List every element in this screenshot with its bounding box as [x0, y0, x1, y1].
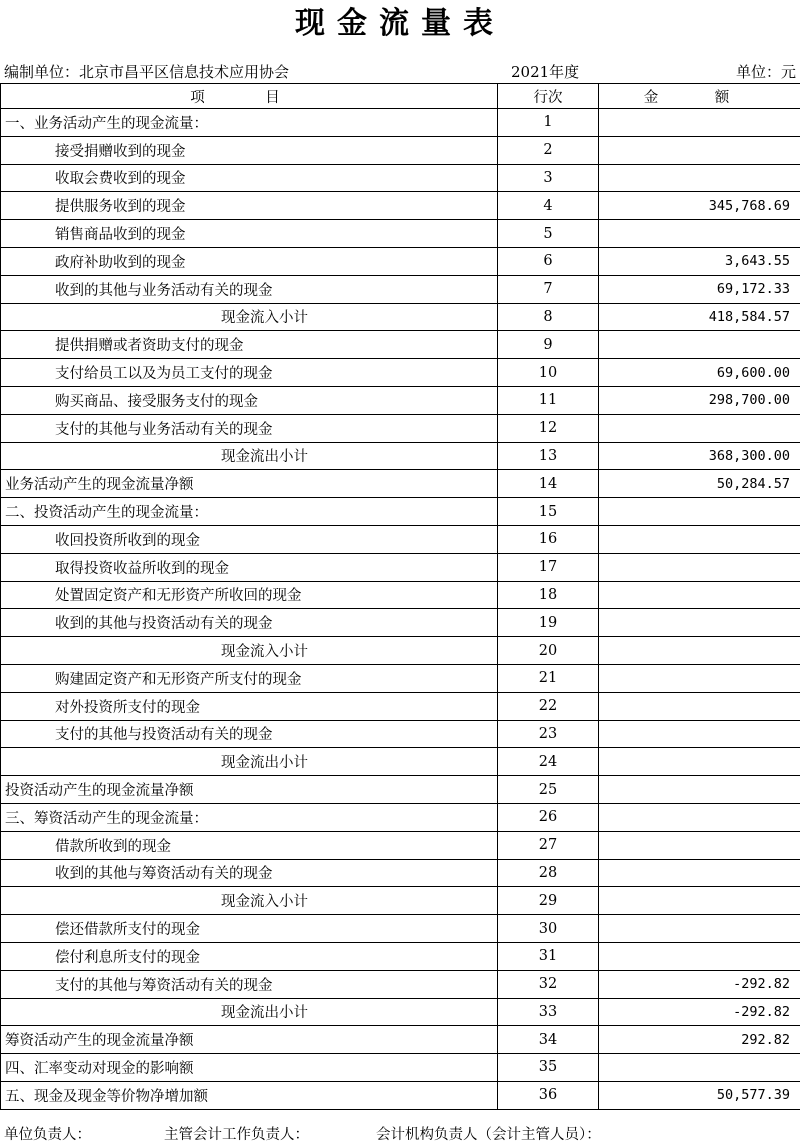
row-amount: 69,172.33 [599, 275, 800, 303]
table-row [1, 942, 800, 970]
row-item: 现金流入小计 [1, 637, 498, 665]
row-line-no: 20 [498, 637, 599, 665]
row-item: 投资活动产生的现金流量净额 [1, 776, 498, 804]
table-row [1, 331, 800, 359]
row-line-no: 7 [498, 275, 599, 303]
table-row [1, 859, 800, 887]
row-amount [599, 136, 800, 164]
row-item: 偿还借款所支付的现金 [1, 915, 498, 943]
row-item: 偿付利息所支付的现金 [1, 942, 498, 970]
footer-agency-head: 会计机构负责人（会计主管人员）： [376, 1127, 601, 1143]
row-item: 政府补助收到的现金 [1, 247, 498, 275]
row-amount: -292.82 [599, 998, 800, 1026]
row-amount [599, 498, 800, 526]
row-amount [599, 414, 800, 442]
table-row [1, 831, 800, 859]
table-row [1, 1054, 800, 1082]
row-item: 接受捐赠收到的现金 [1, 136, 498, 164]
row-item: 借款所收到的现金 [1, 831, 498, 859]
row-line-no: 1 [498, 109, 599, 137]
row-item: 收到的其他与投资活动有关的现金 [1, 609, 498, 637]
row-item: 现金流出小计 [1, 748, 498, 776]
row-item: 支付的其他与投资活动有关的现金 [1, 720, 498, 748]
row-item: 销售商品收到的现金 [1, 220, 498, 248]
row-item: 现金流入小计 [1, 887, 498, 915]
row-amount [599, 887, 800, 915]
row-amount [599, 831, 800, 859]
row-item: 购建固定资产和无形资产所支付的现金 [1, 664, 498, 692]
row-item: 取得投资收益所收到的现金 [1, 553, 498, 581]
table-row [1, 303, 800, 331]
row-line-no: 17 [498, 553, 599, 581]
row-amount [599, 525, 800, 553]
row-item: 现金流入小计 [1, 303, 498, 331]
row-line-no: 4 [498, 192, 599, 220]
row-line-no: 13 [498, 442, 599, 470]
table-row [1, 470, 800, 498]
row-item: 筹资活动产生的现金流量净额 [1, 1026, 498, 1054]
row-item: 现金流出小计 [1, 998, 498, 1026]
row-amount: 3,643.55 [599, 247, 800, 275]
row-amount [599, 859, 800, 887]
row-amount [599, 109, 800, 137]
row-amount: 418,584.57 [599, 303, 800, 331]
row-line-no: 30 [498, 915, 599, 943]
footer-unit-head: 单位负责人： [4, 1127, 91, 1143]
table-row [1, 414, 800, 442]
row-line-no: 9 [498, 331, 599, 359]
row-amount: 368,300.00 [599, 442, 800, 470]
row-line-no: 18 [498, 581, 599, 609]
row-amount [599, 220, 800, 248]
table-row [1, 525, 800, 553]
row-item: 现金流出小计 [1, 442, 498, 470]
table-row [1, 803, 800, 831]
row-line-no: 24 [498, 748, 599, 776]
table-row [1, 442, 800, 470]
row-item: 业务活动产生的现金流量净额 [1, 470, 498, 498]
row-amount [599, 581, 800, 609]
row-amount [599, 692, 800, 720]
table-row [1, 220, 800, 248]
row-amount [599, 553, 800, 581]
row-line-no: 35 [498, 1054, 599, 1082]
row-item: 收回投资所收到的现金 [1, 525, 498, 553]
row-amount: 292.82 [599, 1026, 800, 1054]
row-amount [599, 942, 800, 970]
table-row [1, 776, 800, 804]
row-line-no: 23 [498, 720, 599, 748]
table-row [1, 498, 800, 526]
row-item: 支付的其他与筹资活动有关的现金 [1, 970, 498, 998]
table-row [1, 664, 800, 692]
table-row [1, 247, 800, 275]
header-line-no: 行次 [498, 84, 599, 109]
table-row [1, 1026, 800, 1054]
table-row [1, 748, 800, 776]
row-amount [599, 803, 800, 831]
row-amount [599, 637, 800, 665]
table-row [1, 359, 800, 387]
table-header-row [1, 84, 800, 109]
row-amount [599, 664, 800, 692]
table-row [1, 637, 800, 665]
row-line-no: 8 [498, 303, 599, 331]
row-line-no: 15 [498, 498, 599, 526]
table-row [1, 109, 800, 137]
row-amount [599, 748, 800, 776]
row-item: 一、业务活动产生的现金流量： [1, 109, 498, 137]
row-line-no: 21 [498, 664, 599, 692]
row-item: 提供捐赠或者资助支付的现金 [1, 331, 498, 359]
row-line-no: 33 [498, 998, 599, 1026]
row-amount [599, 776, 800, 804]
table-row [1, 970, 800, 998]
row-amount: 50,577.39 [599, 1081, 800, 1109]
row-amount [599, 1054, 800, 1082]
row-line-no: 36 [498, 1081, 599, 1109]
reporting-entity: 编制单位：北京市昌平区信息技术应用协会 [4, 63, 290, 81]
fiscal-year: 2021年度 [511, 63, 580, 81]
row-line-no: 11 [498, 386, 599, 414]
row-amount [599, 915, 800, 943]
row-item: 四、汇率变动对现金的影响额 [1, 1054, 498, 1082]
header-amount: 金 额 [599, 84, 800, 109]
row-item: 二、投资活动产生的现金流量： [1, 498, 498, 526]
row-line-no: 32 [498, 970, 599, 998]
row-amount: 345,768.69 [599, 192, 800, 220]
row-line-no: 29 [498, 887, 599, 915]
cash-flow-table [0, 83, 800, 1110]
table-row [1, 1081, 800, 1109]
row-item: 收取会费收到的现金 [1, 164, 498, 192]
table-row [1, 581, 800, 609]
header-item: 项 目 [1, 84, 498, 109]
row-line-no: 14 [498, 470, 599, 498]
table-row [1, 998, 800, 1026]
row-line-no: 3 [498, 164, 599, 192]
table-row [1, 720, 800, 748]
row-line-no: 25 [498, 776, 599, 804]
table-row [1, 915, 800, 943]
table-row [1, 887, 800, 915]
page-title: 现金流量表 [295, 6, 505, 41]
row-item: 对外投资所支付的现金 [1, 692, 498, 720]
row-amount: 298,700.00 [599, 386, 800, 414]
row-line-no: 27 [498, 831, 599, 859]
table-row [1, 553, 800, 581]
row-item: 三、筹资活动产生的现金流量： [1, 803, 498, 831]
row-item: 提供服务收到的现金 [1, 192, 498, 220]
row-line-no: 31 [498, 942, 599, 970]
row-amount [599, 331, 800, 359]
footer-accounting-head: 主管会计工作负责人： [164, 1127, 309, 1143]
row-line-no: 2 [498, 136, 599, 164]
row-item: 收到的其他与筹资活动有关的现金 [1, 859, 498, 887]
row-line-no: 28 [498, 859, 599, 887]
table-row [1, 609, 800, 637]
row-line-no: 16 [498, 525, 599, 553]
table-row [1, 136, 800, 164]
row-item: 支付给员工以及为员工支付的现金 [1, 359, 498, 387]
row-item: 收到的其他与业务活动有关的现金 [1, 275, 498, 303]
row-line-no: 5 [498, 220, 599, 248]
row-line-no: 19 [498, 609, 599, 637]
row-line-no: 26 [498, 803, 599, 831]
row-item: 支付的其他与业务活动有关的现金 [1, 414, 498, 442]
row-amount [599, 164, 800, 192]
row-amount [599, 609, 800, 637]
row-amount: -292.82 [599, 970, 800, 998]
row-line-no: 34 [498, 1026, 599, 1054]
row-amount: 69,600.00 [599, 359, 800, 387]
row-line-no: 10 [498, 359, 599, 387]
row-amount: 50,284.57 [599, 470, 800, 498]
row-item: 处置固定资产和无形资产所收回的现金 [1, 581, 498, 609]
table-row [1, 164, 800, 192]
row-line-no: 12 [498, 414, 599, 442]
table-row [1, 692, 800, 720]
currency-unit: 单位：元 [735, 63, 796, 81]
row-line-no: 6 [498, 247, 599, 275]
row-item: 五、现金及现金等价物净增加额 [1, 1081, 498, 1109]
row-line-no: 22 [498, 692, 599, 720]
row-item: 购买商品、接受服务支付的现金 [1, 386, 498, 414]
row-amount [599, 720, 800, 748]
table-row [1, 192, 800, 220]
table-row [1, 275, 800, 303]
table-row [1, 386, 800, 414]
